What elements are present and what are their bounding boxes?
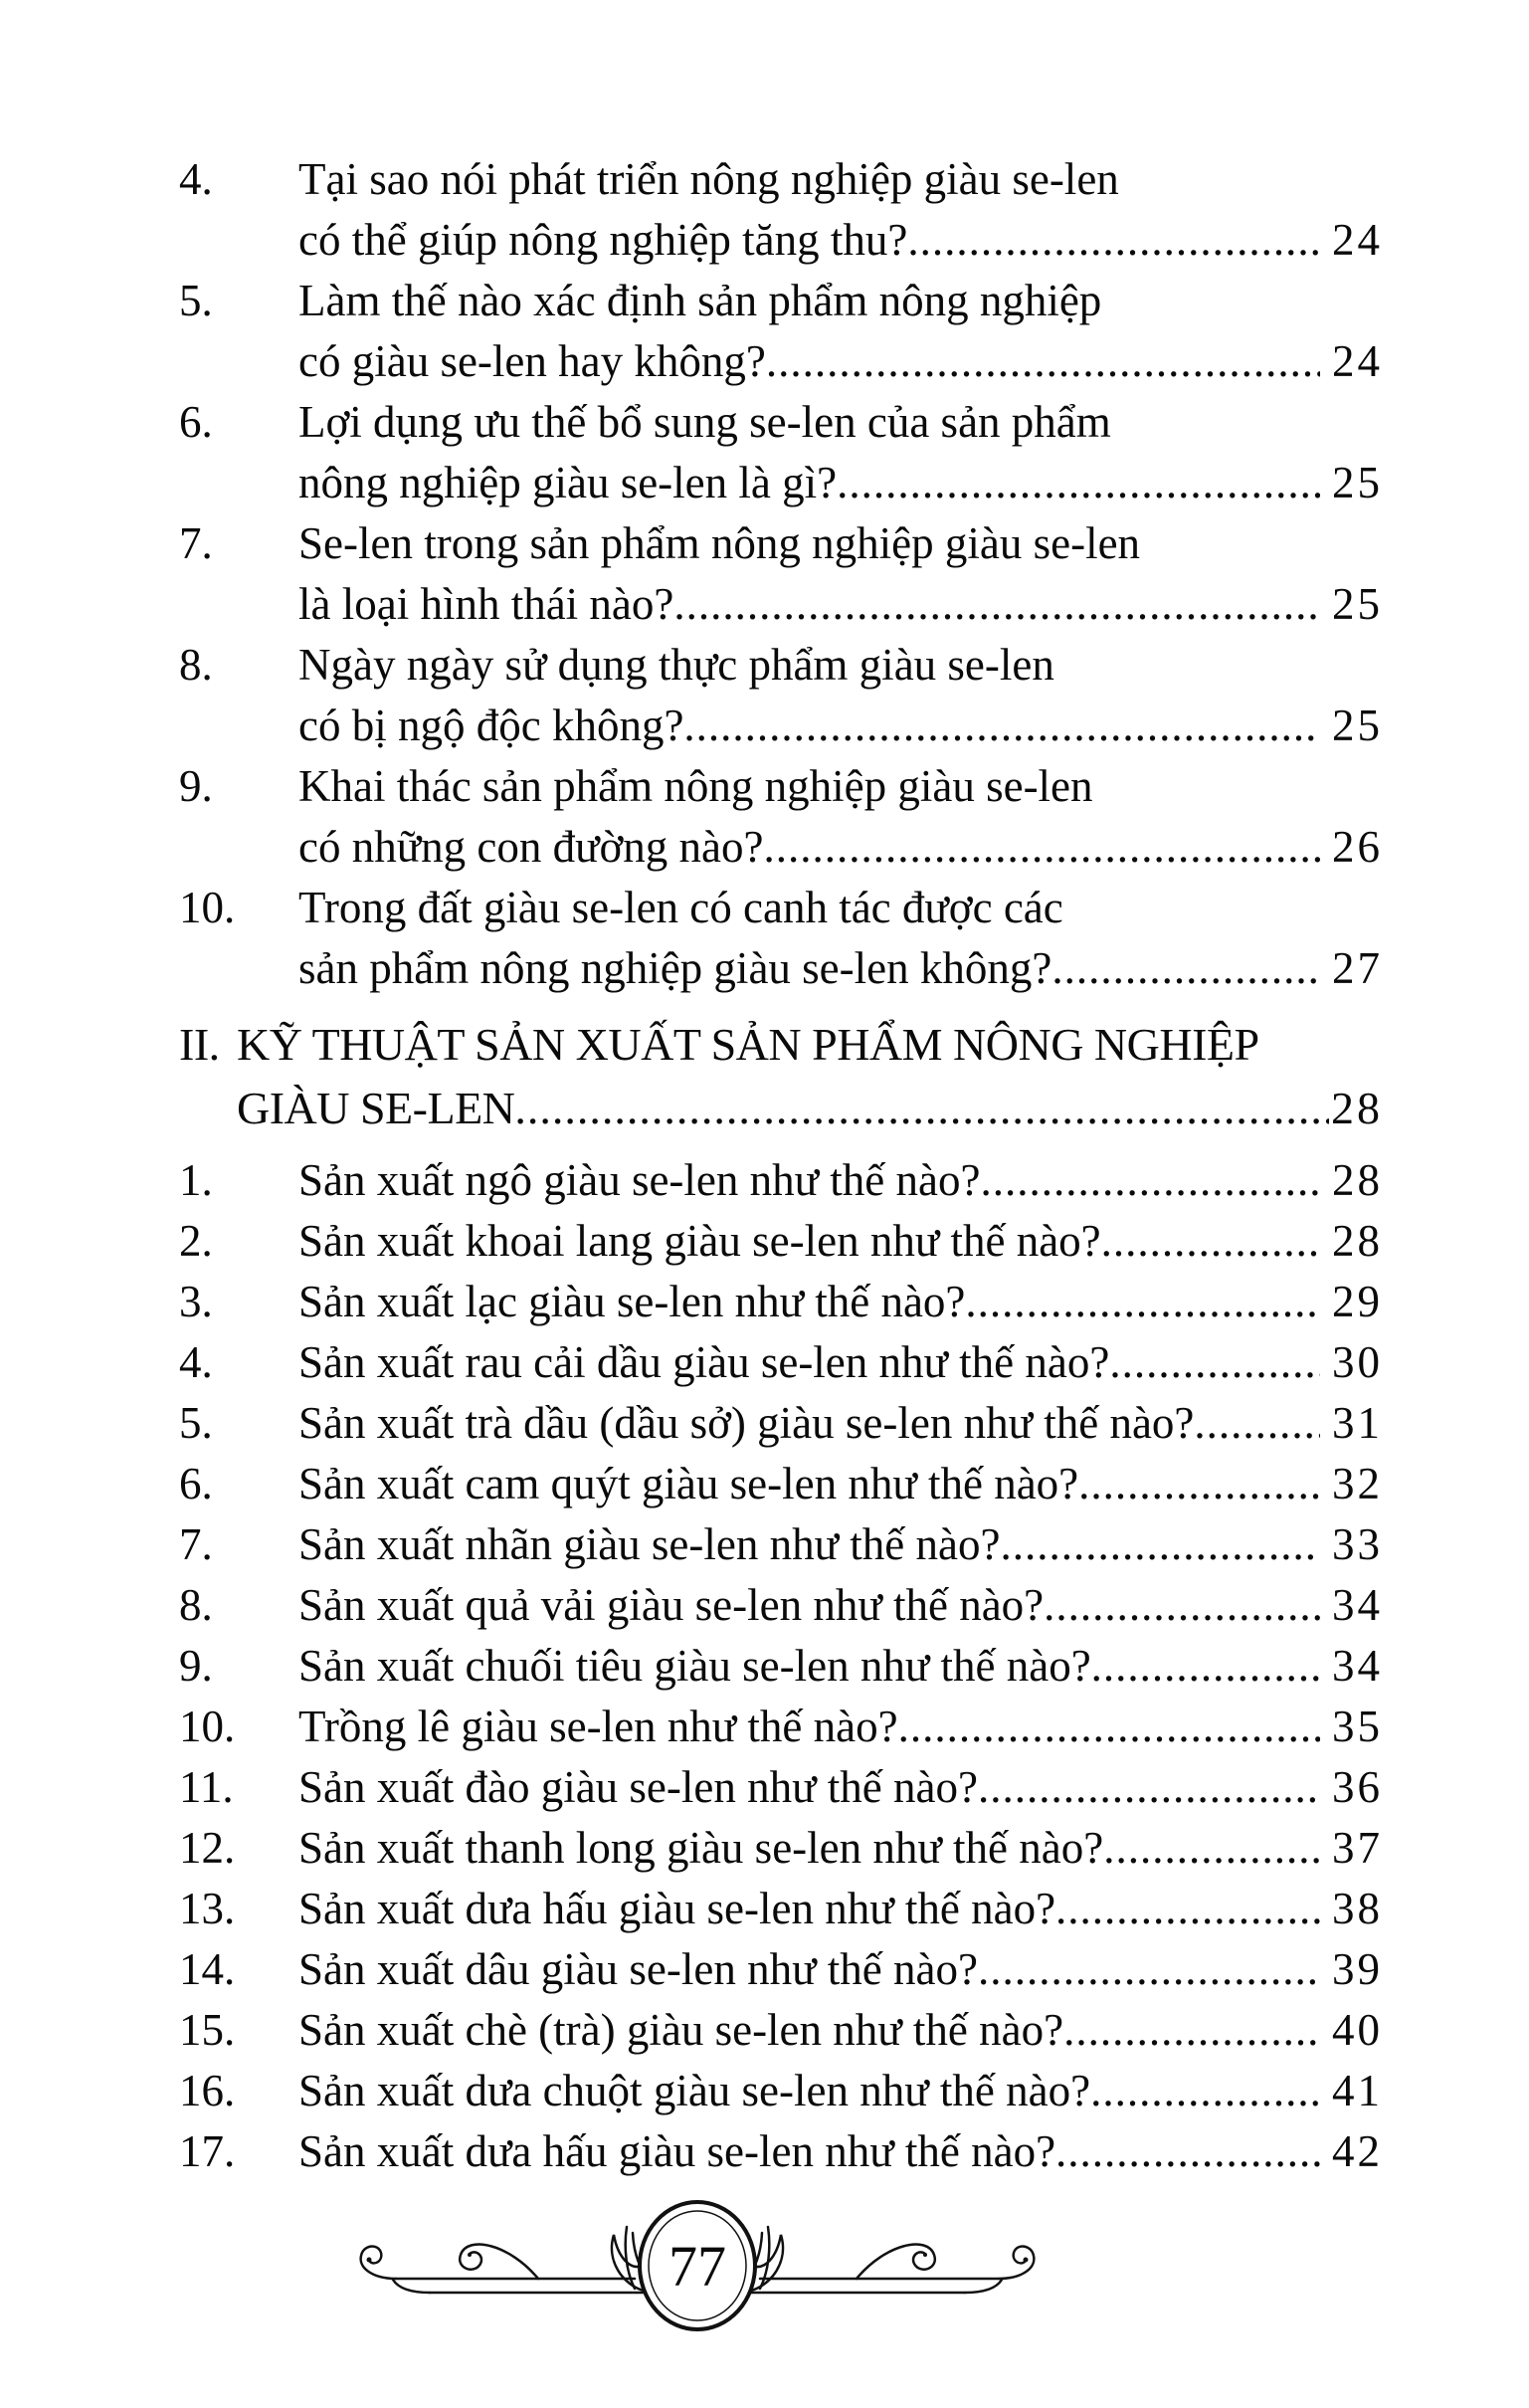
toc-entry-text: Sản xuất quả vải giàu se-len như thế nào? bbox=[298, 1580, 1045, 1630]
toc-entry-line bbox=[298, 1393, 1383, 1454]
toc-entry-number: 9. bbox=[179, 761, 213, 811]
toc-entry-page-number: 25 bbox=[1332, 701, 1383, 750]
toc-entry-line bbox=[298, 2000, 1383, 2061]
toc-entry-text: Sản xuất dưa hấu giàu se-len như thế nào? bbox=[298, 2126, 1056, 2176]
toc-entry-page-number: 28 bbox=[1332, 1155, 1383, 1205]
page-number: 77 bbox=[669, 2234, 726, 2299]
toc-entry-line bbox=[298, 1332, 1383, 1393]
toc-entry bbox=[179, 1575, 1383, 1636]
dot-leader bbox=[1055, 1879, 1320, 1939]
dot-leader bbox=[1103, 1818, 1320, 1879]
toc-entry bbox=[179, 878, 1383, 999]
dot-leader bbox=[683, 696, 1320, 756]
toc-entry-line bbox=[298, 1757, 1383, 1818]
toc-entry-body bbox=[298, 1879, 1383, 1939]
toc-entry-page-number: 40 bbox=[1332, 2005, 1383, 2055]
toc-entry-line: Se-len trong sản phẩm nông nghiệp giàu se-len bbox=[298, 518, 1141, 568]
toc-entry-body bbox=[298, 513, 1383, 635]
toc-entry-number: 14. bbox=[179, 1944, 236, 1994]
toc-entry-line bbox=[298, 2061, 1383, 2121]
toc-entry-body bbox=[298, 1697, 1383, 1757]
toc-entry-text: sản phẩm nông nghiệp giàu se-len không? bbox=[298, 943, 1052, 993]
dot-leader bbox=[978, 1939, 1320, 2000]
toc-entry-line: Khai thác sản phẩm nông nghiệp giàu se-len bbox=[298, 761, 1093, 811]
toc-entry-number: 9. bbox=[179, 1641, 213, 1691]
toc-entry-page-number: 37 bbox=[1332, 1823, 1383, 1873]
dot-leader bbox=[673, 574, 1320, 635]
toc-entry-number: 8. bbox=[179, 640, 213, 690]
toc-entry-line: Làm thế nào xác định sản phẩm nông nghiệp bbox=[298, 276, 1102, 325]
toc-entry-body bbox=[298, 2121, 1383, 2182]
toc-entry-number: 4. bbox=[179, 1337, 213, 1387]
toc-entry-line bbox=[298, 696, 1383, 756]
dot-leader bbox=[898, 1697, 1320, 1757]
page-number-medallion bbox=[640, 2202, 755, 2329]
toc-entry-line bbox=[237, 1077, 1383, 1140]
toc-entry-body bbox=[298, 1393, 1383, 1454]
toc-entry-number: 13. bbox=[179, 1884, 236, 1933]
toc-entry-page-number: 42 bbox=[1332, 2126, 1383, 2176]
toc-entry-text: có giàu se-len hay không? bbox=[298, 336, 766, 386]
toc-entry-number: 6. bbox=[179, 397, 213, 447]
dot-leader bbox=[1055, 2121, 1320, 2182]
dot-leader bbox=[1101, 1211, 1320, 1272]
toc-entry-line bbox=[298, 1575, 1383, 1636]
toc-entry-page-number: 34 bbox=[1332, 1580, 1383, 1630]
toc-entry-line bbox=[298, 1697, 1383, 1757]
toc-entry-text: có những con đường nào? bbox=[298, 822, 764, 872]
toc-entry-text: Sản xuất nhãn giàu se-len như thế nào? bbox=[298, 1519, 1001, 1569]
toc-entry-number: 7. bbox=[179, 518, 213, 568]
toc-entry bbox=[179, 1636, 1383, 1697]
toc-entry-text: Sản xuất trà dầu (dầu sở) giàu se-len như thế nào? bbox=[298, 1398, 1195, 1448]
toc-entry-line: Tại sao nói phát triển nông nghiệp giàu se-len bbox=[298, 154, 1119, 204]
footer-ornament bbox=[334, 2199, 1060, 2338]
toc-entry-line bbox=[298, 1818, 1383, 1879]
dot-leader bbox=[965, 1272, 1320, 1332]
toc-entry-line: Ngày ngày sử dụng thực phẩm giàu se-len bbox=[298, 640, 1054, 690]
toc-entry-number: 1. bbox=[179, 1155, 213, 1205]
toc-entry-line bbox=[298, 817, 1383, 878]
flourish-right-icon bbox=[726, 2227, 1034, 2293]
toc-entry-line: Trong đất giàu se-len có canh tác được các bbox=[298, 883, 1063, 932]
toc-entry-line bbox=[298, 210, 1383, 271]
toc-entry bbox=[179, 2061, 1383, 2121]
toc-entry bbox=[179, 2121, 1383, 2182]
toc-entry-line bbox=[298, 938, 1383, 999]
toc-entry-text: có thể giúp nông nghiệp tăng thu? bbox=[298, 215, 908, 265]
dot-leader bbox=[1090, 2061, 1320, 2121]
toc-entry-page-number: 30 bbox=[1332, 1337, 1383, 1387]
dot-leader bbox=[978, 1757, 1320, 1818]
toc-entry-number: 8. bbox=[179, 1580, 213, 1630]
toc-entry-number: 3. bbox=[179, 1277, 213, 1326]
toc-entry-text: Sản xuất chè (trà) giàu se-len như thế nào? bbox=[298, 2005, 1064, 2055]
toc-entry-page-number: 33 bbox=[1332, 1519, 1383, 1569]
toc-entry-body bbox=[298, 1150, 1383, 1211]
dot-leader bbox=[1078, 1454, 1320, 1514]
toc-entry-page-number: 32 bbox=[1332, 1459, 1383, 1508]
toc-entry-body bbox=[298, 1636, 1383, 1697]
toc-entry-line bbox=[298, 1636, 1383, 1697]
toc-entry-page-number: 27 bbox=[1332, 943, 1383, 993]
toc-entry bbox=[179, 1211, 1383, 1272]
toc-entry-text: Sản xuất cam quýt giàu se-len như thế nào? bbox=[298, 1459, 1079, 1508]
toc-entry-page-number: 38 bbox=[1332, 1884, 1383, 1933]
toc-entry-page-number: 31 bbox=[1332, 1398, 1383, 1448]
toc-entry-line bbox=[298, 1454, 1383, 1514]
toc-entry-text: có bị ngộ độc không? bbox=[298, 701, 684, 750]
toc-entry bbox=[179, 1454, 1383, 1514]
toc-entry-body bbox=[298, 392, 1383, 513]
toc-entry-text: nông nghiệp giàu se-len là gì? bbox=[298, 458, 838, 507]
toc-entry-text: Sản xuất thanh long giàu se-len như thế nào? bbox=[298, 1823, 1104, 1873]
toc-entry bbox=[179, 635, 1383, 756]
toc-entry-line bbox=[298, 453, 1383, 513]
toc-entry-text: Sản xuất lạc giàu se-len như thế nào? bbox=[298, 1277, 966, 1326]
toc-entry bbox=[179, 1272, 1383, 1332]
dot-leader bbox=[766, 331, 1320, 392]
toc-entry-page-number: 24 bbox=[1332, 215, 1383, 265]
toc-entry-body bbox=[298, 1757, 1383, 1818]
dot-leader bbox=[980, 1150, 1320, 1211]
toc-entry bbox=[179, 1013, 1383, 1140]
dot-leader bbox=[763, 817, 1320, 878]
dot-leader bbox=[1000, 1514, 1320, 1575]
toc-entry-page-number: 35 bbox=[1332, 1702, 1383, 1751]
toc-entry-number: 5. bbox=[179, 1398, 213, 1448]
toc-entry-body bbox=[298, 2000, 1383, 2061]
toc-entry-page-number: 28 bbox=[1331, 1083, 1383, 1133]
toc-entry-text: Sản xuất chuối tiêu giàu se-len như thế nào? bbox=[298, 1641, 1091, 1691]
dot-leader bbox=[1091, 1636, 1320, 1697]
toc-entry-text: GIÀU SE-LEN bbox=[237, 1083, 515, 1133]
toc-entry-text: Sản xuất ngô giàu se-len như thế nào? bbox=[298, 1155, 981, 1205]
dot-leader bbox=[1063, 2000, 1320, 2061]
toc-entry-line bbox=[298, 1150, 1383, 1211]
toc-entry-body bbox=[298, 1454, 1383, 1514]
dot-leader bbox=[1194, 1393, 1320, 1454]
toc-entry-body bbox=[298, 271, 1383, 392]
toc-entry-line: Lợi dụng ưu thế bổ sung se-len của sản phẩm bbox=[298, 397, 1111, 447]
toc-entry-line bbox=[298, 1514, 1383, 1575]
toc-entry-line bbox=[298, 574, 1383, 635]
toc-entry bbox=[179, 1818, 1383, 1879]
toc-entry-body bbox=[237, 1013, 1383, 1140]
toc-entry-body bbox=[298, 1575, 1383, 1636]
toc-entry-page-number: 25 bbox=[1332, 579, 1383, 629]
toc-entry-line bbox=[298, 2121, 1383, 2182]
toc-entry-line: KỸ THUẬT SẢN XUẤT SẢN PHẨM NÔNG NGHIỆP bbox=[237, 1019, 1259, 1070]
toc-entry-text: Trồng lê giàu se-len như thế nào? bbox=[298, 1702, 898, 1751]
toc-entry-body bbox=[298, 1818, 1383, 1879]
toc-entry-body bbox=[298, 1514, 1383, 1575]
toc-list bbox=[179, 149, 1383, 2182]
toc-entry-text: Sản xuất đào giàu se-len như thế nào? bbox=[298, 1762, 978, 1812]
toc-entry-number: 6. bbox=[179, 1459, 213, 1508]
toc-entry-page-number: 26 bbox=[1332, 822, 1383, 872]
toc-entry bbox=[179, 756, 1383, 878]
toc-entry-body bbox=[298, 1272, 1383, 1332]
toc-entry-page-number: 24 bbox=[1332, 336, 1383, 386]
toc-entry bbox=[179, 1514, 1383, 1575]
dot-leader bbox=[1051, 938, 1320, 999]
toc-entry bbox=[179, 1332, 1383, 1393]
toc-entry-line bbox=[298, 1879, 1383, 1939]
toc-entry-page-number: 25 bbox=[1332, 458, 1383, 507]
toc-entry-number: 2. bbox=[179, 1216, 213, 1266]
dot-leader bbox=[837, 453, 1320, 513]
toc-entry bbox=[179, 1879, 1383, 1939]
toc-entry-number: 7. bbox=[179, 1519, 213, 1569]
toc-entry bbox=[179, 1939, 1383, 2000]
dot-leader bbox=[907, 210, 1320, 271]
toc-entry-number: 4. bbox=[179, 154, 213, 204]
toc-entry-body bbox=[298, 756, 1383, 878]
toc-entry bbox=[179, 149, 1383, 271]
toc-entry-text: Sản xuất dưa hấu giàu se-len như thế nào? bbox=[298, 1884, 1056, 1933]
toc-entry-text: Sản xuất dâu giàu se-len như thế nào? bbox=[298, 1944, 978, 1994]
toc-entry-line bbox=[298, 331, 1383, 392]
toc-entry-page-number: 29 bbox=[1332, 1277, 1383, 1326]
toc-entry-number: 5. bbox=[179, 276, 213, 325]
toc-entry-page-number: 28 bbox=[1332, 1216, 1383, 1266]
toc-entry-number: 10. bbox=[179, 883, 236, 932]
dot-leader bbox=[514, 1077, 1329, 1140]
toc-entry-text: là loại hình thái nào? bbox=[298, 579, 674, 629]
toc-entry-number: II. bbox=[179, 1019, 220, 1070]
toc-entry-line bbox=[298, 1939, 1383, 2000]
toc-entry-text: Sản xuất khoai lang giàu se-len như thế nào? bbox=[298, 1216, 1101, 1266]
toc-entry-text: Sản xuất rau cải dầu giàu se-len như thế nào? bbox=[298, 1337, 1110, 1387]
toc-entry-page-number: 41 bbox=[1332, 2066, 1383, 2115]
toc-entry-page-number: 34 bbox=[1332, 1641, 1383, 1691]
toc-entry-body bbox=[298, 635, 1383, 756]
flourish-left-icon bbox=[361, 2227, 669, 2293]
toc-entry-number: 16. bbox=[179, 2066, 236, 2115]
dot-leader bbox=[1109, 1332, 1320, 1393]
toc-entry-page-number: 39 bbox=[1332, 1944, 1383, 1994]
toc-entry bbox=[179, 513, 1383, 635]
toc-entry bbox=[179, 2000, 1383, 2061]
toc-entry-number: 17. bbox=[179, 2126, 236, 2176]
toc-entry-body bbox=[298, 1939, 1383, 2000]
toc-entry bbox=[179, 1697, 1383, 1757]
toc-entry bbox=[179, 1150, 1383, 1211]
toc-entry-number: 11. bbox=[179, 1762, 234, 1812]
toc-entry-line bbox=[298, 1211, 1383, 1272]
toc-entry-body bbox=[298, 1332, 1383, 1393]
dot-leader bbox=[1044, 1575, 1320, 1636]
toc-entry bbox=[179, 1393, 1383, 1454]
toc-entry-text: Sản xuất dưa chuột giàu se-len như thế nào? bbox=[298, 2066, 1091, 2115]
toc-entry bbox=[179, 1757, 1383, 1818]
toc-entry-number: 15. bbox=[179, 2005, 236, 2055]
toc-entry-number: 12. bbox=[179, 1823, 236, 1873]
toc-entry-body bbox=[298, 2061, 1383, 2121]
page-footer bbox=[0, 2199, 1395, 2338]
toc-entry-body bbox=[298, 878, 1383, 999]
toc-entry bbox=[179, 392, 1383, 513]
toc-entry bbox=[179, 271, 1383, 392]
toc-entry-page-number: 36 bbox=[1332, 1762, 1383, 1812]
toc-entry-body bbox=[298, 149, 1383, 271]
toc-entry-number: 10. bbox=[179, 1702, 236, 1751]
toc-entry-body bbox=[298, 1211, 1383, 1272]
toc-entry-line bbox=[298, 1272, 1383, 1332]
